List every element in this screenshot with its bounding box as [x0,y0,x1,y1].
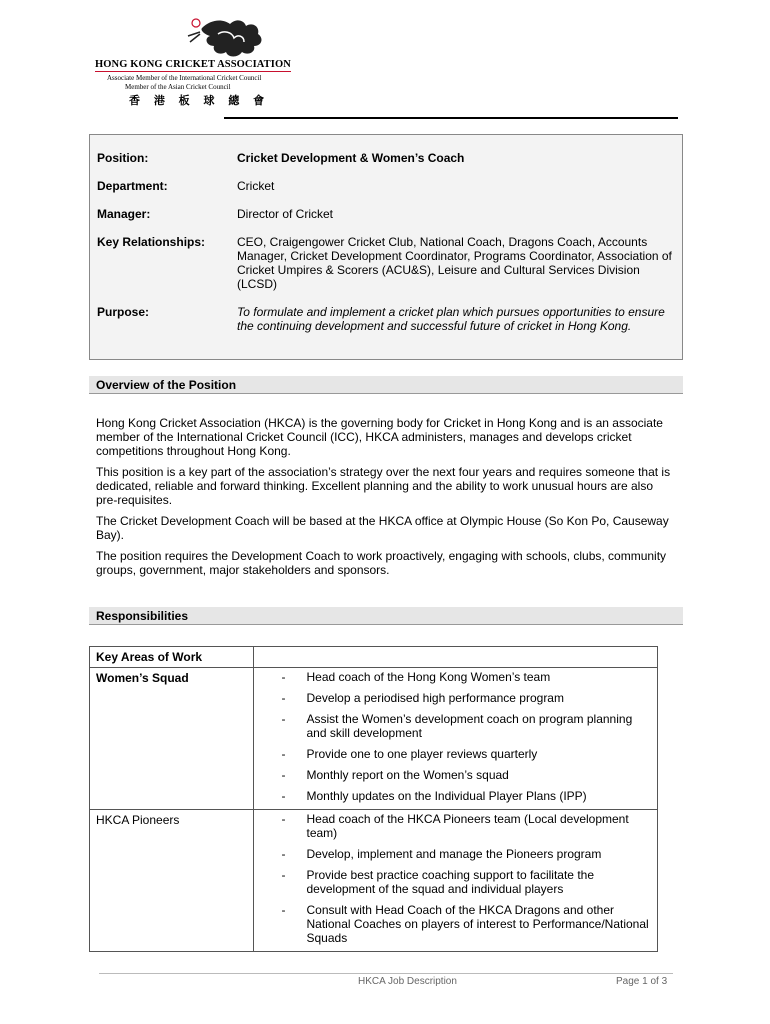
responsibilities-heading: Responsibilities [89,607,683,625]
table-header-cell: Key Areas of Work [90,647,254,668]
table-header-row [90,647,658,668]
area-cell [90,668,254,810]
list-item [254,712,658,740]
duties-list [254,810,658,951]
duties-cell [253,810,658,952]
position-info-box [89,134,683,360]
department-label: Department: [97,179,168,193]
dragon-logo-icon [140,14,270,64]
org-name: HONG KONG CRICKET ASSOCIATION [95,59,291,70]
relationships-value: CEO, Craigengower Cricket Club, National Coach, Dragons Coach, Accounts Manager, Cricket Development Coordinator, Programs Coordinator, Association of Cricket Umpires & Scorers (ACU&S), Leisure and Cultural Services Division (LCSD) [237,235,672,291]
table-row [90,810,658,952]
list-item [254,768,658,782]
dash-marker: - [281,768,286,782]
dash-marker: - [281,868,286,882]
header-divider [224,117,678,119]
list-item [254,847,658,861]
dash-marker: - [281,812,286,826]
dash-marker: - [281,789,286,803]
position-label: Position: [97,151,149,165]
dash-marker: - [281,747,286,761]
duty-text: Head coach of the Hong Kong Women’s team [306,670,551,684]
duty-text: Assist the Women’s development coach on program planning and skill development [306,712,633,740]
overview-paragraph: Hong Kong Cricket Association (HKCA) is the governing body for Cricket in Hong Kong and is an associate member of the International Cricket Council (ICC), HKCA administers, manages and develops cricket competitions throughout Hong Kong. [96,416,663,458]
dash-marker: - [281,670,286,684]
page-number: Page 1 of 3 [616,976,668,987]
dash-marker: - [281,847,286,861]
area-name: HKCA Pioneers [96,813,180,827]
manager-value: Director of Cricket [237,207,334,221]
duty-text: Consult with Head Coach of the HKCA Dragons and other National Coaches on players of interest to Performance/National Squads [306,903,649,945]
list-item [254,670,658,684]
area-cell [90,810,254,952]
dash-marker: - [281,691,286,705]
overview-paragraph: The Cricket Development Coach will be based at the HKCA office at Olympic House (So Kon Po, Causeway Bay). [96,514,669,542]
list-item [254,691,658,705]
dash-marker: - [281,712,286,726]
overview-paragraph: The position requires the Development Coach to work proactively, engaging with schools, clubs, community groups, government, major stakeholders and sponsors. [96,549,667,577]
overview-heading: Overview of the Position [89,376,683,394]
duty-text: Provide one to one player reviews quarterly [306,747,538,761]
purpose-label: Purpose: [97,305,150,319]
footer-title: HKCA Job Description [358,976,457,987]
list-item [254,903,658,945]
responsibilities-table [89,646,658,952]
table-row [90,668,658,810]
overview-paragraph: This position is a key part of the association’s strategy over the next four years and requires someone that is dedicated, reliable and forward thinking. Excellent planning and the ability to work unusual hours are also pre-requisites. [96,465,671,507]
duty-text: Monthly report on the Women’s squad [306,768,509,782]
purpose-value: To formulate and implement a cricket plan which pursues opportunities to ensure the continuing development and successful future of cricket in Hong Kong. [237,305,665,333]
list-item [254,868,658,896]
duty-text: Head coach of the HKCA Pioneers team (Local development team) [306,812,629,840]
list-item [254,789,658,803]
department-value: Cricket [237,179,275,193]
duty-text: Develop a periodised high performance program [306,691,564,705]
org-affiliation-acc: Member of the Asian Cricket Council [125,83,231,91]
list-item [254,747,658,761]
duties-cell [253,668,658,810]
duty-text: Monthly updates on the Individual Player Plans (IPP) [306,789,587,803]
duties-list [254,668,658,809]
position-value: Cricket Development & Women’s Coach [237,151,465,165]
dash-marker: - [281,903,286,917]
relationships-label: Key Relationships: [97,235,206,249]
duty-text: Develop, implement and manage the Pioneers program [306,847,602,861]
org-affiliation-icc: Associate Member of the International Cricket Council [107,74,262,82]
table-header-empty-cell [253,647,658,668]
area-name: Women’s Squad [96,671,189,685]
manager-label: Manager: [97,207,151,221]
duty-text: Provide best practice coaching support to facilitate the development of the squad and individual players [306,868,594,896]
footer-divider [99,973,673,974]
org-name-chinese: 香 港 板 球 總 會 [129,94,270,107]
list-item [254,812,658,840]
